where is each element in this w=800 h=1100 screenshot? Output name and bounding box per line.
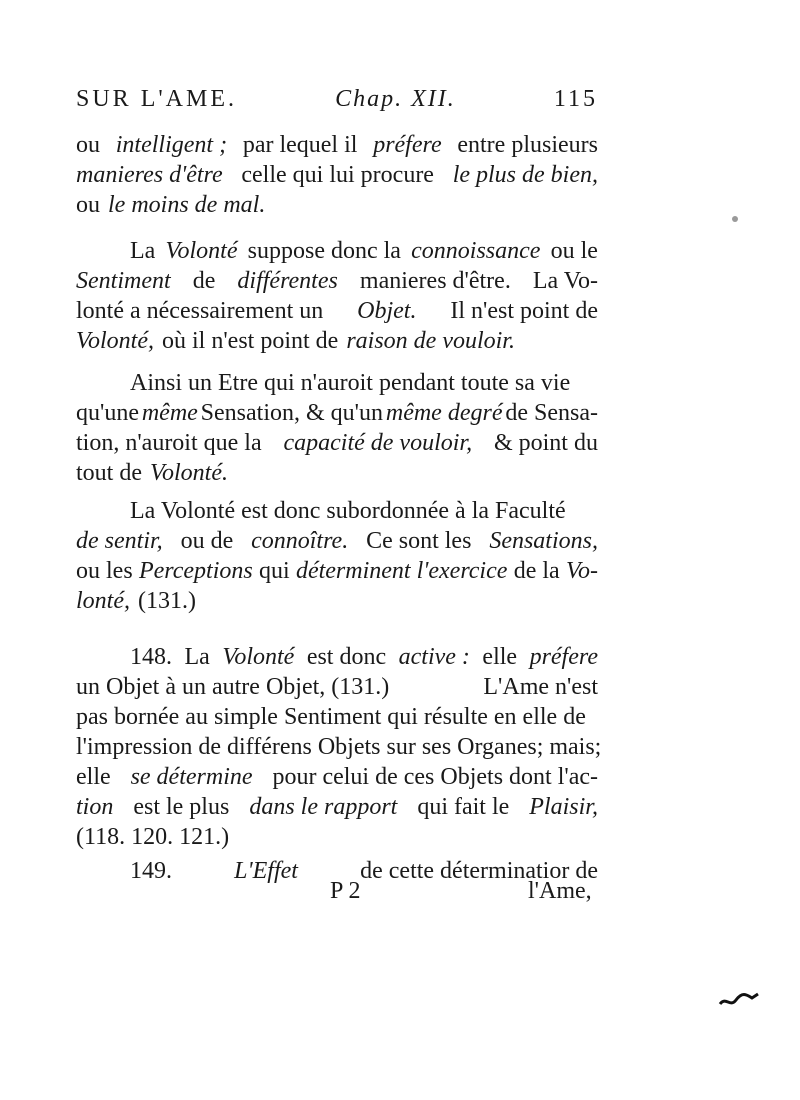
text-line bbox=[76, 642, 598, 672]
catchword: l'Ame, bbox=[528, 878, 592, 904]
text-segment: préfere bbox=[529, 644, 598, 670]
signature-mark: P 2 bbox=[330, 878, 361, 904]
text-segment: de la bbox=[513, 558, 560, 584]
text-segment: (131.) bbox=[138, 588, 196, 614]
text-segment: capacité de vouloir, bbox=[283, 430, 473, 456]
text-segment: L'Effet bbox=[234, 858, 298, 884]
text-segment: se détermine bbox=[130, 764, 253, 790]
text-segment: tion, n'auroit que la bbox=[76, 430, 262, 456]
text-line bbox=[76, 702, 598, 732]
text-segment: ou le bbox=[550, 238, 598, 264]
text-segment: Sensations, bbox=[489, 528, 598, 554]
text-segment: qu'une bbox=[76, 400, 139, 426]
page-number: 115 bbox=[553, 86, 598, 112]
text-segment: Volonté bbox=[165, 238, 238, 264]
text-segment: dans le rapport bbox=[249, 794, 398, 820]
text-segment: (118. 120. 121.) bbox=[76, 824, 230, 850]
text-segment: La Volonté est donc subordonnée à la Faculté bbox=[130, 498, 566, 524]
text-segment: manieres d'être bbox=[76, 162, 223, 188]
text-line bbox=[76, 672, 598, 702]
text-segment: elle bbox=[482, 644, 518, 670]
text-segment: ou bbox=[76, 192, 100, 218]
text-segment: entre plusieurs bbox=[457, 132, 598, 158]
text-line bbox=[76, 326, 598, 356]
text-segment: de bbox=[192, 268, 216, 294]
text-segment: celle qui lui procure bbox=[241, 162, 434, 188]
text-segment: ou de bbox=[180, 528, 234, 554]
text-segment: même bbox=[141, 400, 198, 426]
text-line bbox=[76, 732, 602, 762]
text-segment: de Sensa- bbox=[505, 400, 598, 426]
text-line bbox=[76, 762, 598, 792]
ink-smudge bbox=[718, 990, 760, 1010]
text-line bbox=[76, 160, 598, 190]
running-head: SUR L'AME. bbox=[76, 86, 238, 112]
text-segment: différentes bbox=[237, 268, 338, 294]
text-segment: elle bbox=[76, 764, 111, 790]
text-segment: même degré bbox=[385, 400, 503, 426]
text-segment: raison de vouloir. bbox=[346, 328, 515, 354]
text-segment: Ainsi un Etre qui n'auroit pendant toute sa vie bbox=[130, 370, 571, 396]
text-segment: suppose donc la bbox=[247, 238, 401, 264]
text-line bbox=[76, 398, 598, 428]
text-segment: La bbox=[184, 644, 210, 670]
text-segment: Il n'est point de bbox=[450, 298, 598, 324]
text-segment: Volonté, bbox=[76, 328, 154, 354]
text-segment: Sentiment bbox=[76, 268, 171, 294]
text-segment: lonté, bbox=[76, 588, 130, 614]
text-segment: déterminent l'exercice bbox=[295, 558, 508, 584]
text-line bbox=[76, 526, 598, 556]
text-segment: qui bbox=[258, 558, 290, 584]
text-segment: Perceptions bbox=[138, 558, 253, 584]
text-segment: connoître. bbox=[251, 528, 349, 554]
text-line bbox=[76, 586, 598, 616]
text-segment: préfere bbox=[373, 132, 442, 158]
text-segment: où il n'est point de bbox=[162, 328, 339, 354]
text-line bbox=[76, 190, 598, 220]
text-segment: pas bornée au simple Sentiment qui résulte en elle de bbox=[76, 704, 586, 730]
text-segment: un Objet à un autre Objet, (131.) bbox=[76, 674, 390, 700]
text-segment: ou les bbox=[76, 558, 133, 584]
text-line bbox=[76, 822, 598, 852]
text-segment: Plaisir, bbox=[529, 794, 598, 820]
text-segment: & point du bbox=[493, 430, 598, 456]
text-segment: L'Ame n'est bbox=[483, 674, 598, 700]
chapter-number: Chap. XII. bbox=[335, 86, 456, 112]
text-segment: ou bbox=[76, 132, 100, 158]
text-segment: Sensation, & qu'un bbox=[200, 400, 383, 426]
text-segment: tout de bbox=[76, 460, 142, 486]
text-segment: La bbox=[130, 238, 156, 264]
text-line bbox=[76, 368, 598, 398]
text-segment: lonté a nécessairement un bbox=[76, 298, 324, 324]
text-segment: est donc bbox=[306, 644, 387, 670]
text-line bbox=[76, 556, 598, 586]
text-line bbox=[76, 130, 598, 160]
ink-spot bbox=[732, 216, 738, 222]
text-segment: Ce sont les bbox=[366, 528, 472, 554]
running-header bbox=[76, 84, 598, 114]
text-segment: 149. bbox=[130, 858, 172, 884]
text-segment: connoissance bbox=[411, 238, 541, 264]
text-segment: tion bbox=[76, 794, 114, 820]
text-segment: Objet. bbox=[357, 298, 417, 324]
text-segment: le plus de bien, bbox=[452, 162, 598, 188]
text-segment: de cette déterminatior de bbox=[360, 858, 598, 884]
text-segment: par lequel il bbox=[242, 132, 358, 158]
text-segment: La Vo- bbox=[532, 268, 598, 294]
text-segment: le moins de mal. bbox=[108, 192, 266, 218]
text-segment: de sentir, bbox=[76, 528, 163, 554]
text-segment: active : bbox=[398, 644, 470, 670]
text-line bbox=[76, 792, 598, 822]
text-segment: intelligent ; bbox=[115, 132, 228, 158]
text-line bbox=[76, 458, 598, 488]
text-segment: l'impression de différens Objets sur ses Organes; mais; bbox=[76, 734, 602, 760]
text-segment: 148. bbox=[130, 644, 172, 670]
text-line bbox=[76, 236, 598, 266]
text-segment: est le plus bbox=[133, 794, 230, 820]
text-segment: Volonté. bbox=[150, 460, 228, 486]
text-segment: pour celui de ces Objets dont l'ac- bbox=[272, 764, 598, 790]
text-segment: manieres d'être. bbox=[359, 268, 511, 294]
text-line bbox=[76, 296, 598, 326]
text-segment: Volonté bbox=[222, 644, 295, 670]
text-line bbox=[76, 266, 598, 296]
text-line bbox=[76, 496, 598, 526]
text-segment: Vo- bbox=[565, 558, 598, 584]
text-line bbox=[76, 428, 598, 458]
text-segment: qui fait le bbox=[417, 794, 510, 820]
